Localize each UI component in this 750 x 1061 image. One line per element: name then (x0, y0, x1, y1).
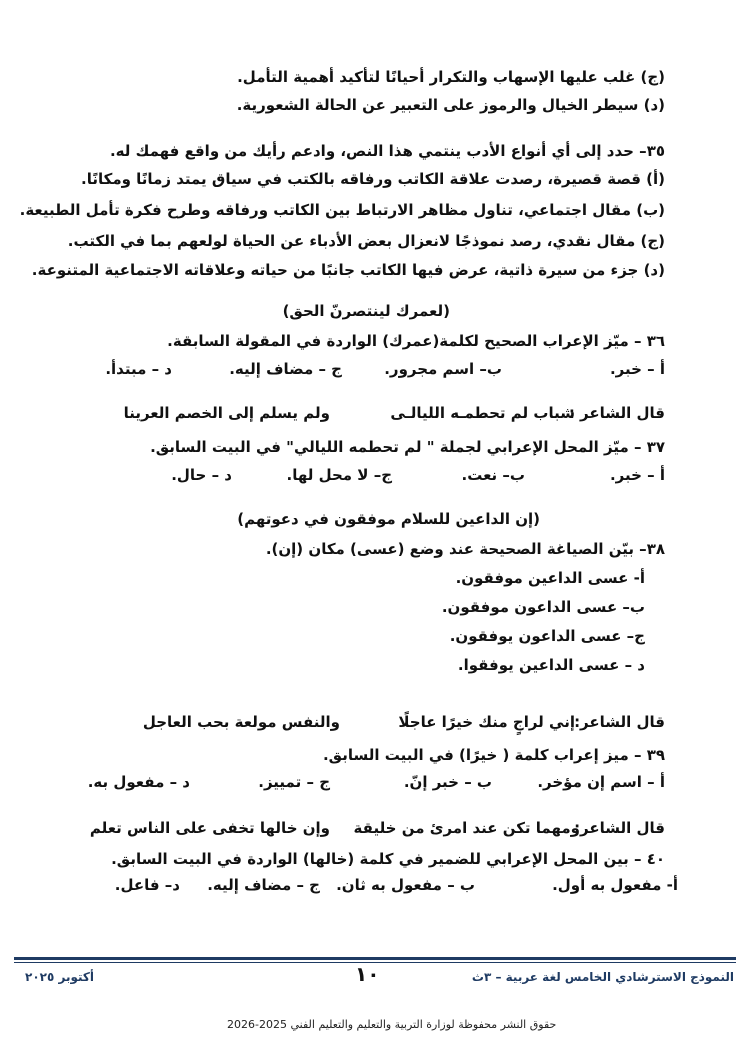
q37-verse (0, 404, 750, 426)
q38-option-a: أ- عسى الداعين موفقون. (455, 569, 645, 587)
footer-model-title: النموذج الاسترشادي الخامس لغة عربية – ٣ث (471, 970, 734, 984)
footer-rule-thick (14, 957, 736, 960)
copyright-notice: حقوق النشر محفوظة لوزارة التربية والتعليم والتعليم الفني 2025-2026 (227, 1018, 557, 1031)
q40-verse-first: ومهما تكن عند امرئ من خليقة (353, 819, 580, 837)
q39-poet-label: قال الشاعر: (574, 713, 665, 731)
q38-option-c: ج– عسى الداعون يوفقون. (449, 627, 645, 645)
q35-option-a: (أ) قصة قصيرة، رصدت علاقة الكاتب ورفاقه بالكتب في سياق يمتد زمانًا ومكانًا. (81, 170, 665, 188)
q38-option-b: ب– عسى الداعون موفقون. (441, 598, 645, 616)
q34-option-d: (د) سيطر الخيال والرموز على التعبير عن الحالة الشعورية. (236, 96, 665, 114)
q36-option-a: أ – خبر. (609, 360, 665, 378)
q36-option-d: د – مبتدأ. (105, 360, 172, 378)
q40-option-d: د– فاعل. (114, 876, 180, 894)
q38-saying: (إن الداعين للسلام موفقون في دعوتهم) (237, 510, 540, 528)
q35-option-c: (ج) مقال نقدي، رصد نموذجًا لانعزال بعض الأدباء عن الحياة لولعهم بما في الكتب. (67, 232, 665, 250)
q37-option-c: ج– لا محل لها. (286, 466, 392, 484)
q39-option-d: د – مفعول به. (87, 773, 190, 791)
q40-poet-label: قال الشاعر: (574, 819, 665, 837)
q37-option-a: أ – خبر. (609, 466, 665, 484)
q36-saying: (لعمرك لينتصرنّ الحق) (282, 302, 450, 320)
q39-verse-first: إني لراجٍ منك خيرًا عاجلًا (398, 713, 575, 731)
q36-option-c: ج – مضاف إليه. (229, 360, 342, 378)
q40-stem: ٤٠ – بين المحل الإعرابي للضمير في كلمة (خالها) الواردة في البيت السابق. (111, 850, 665, 868)
q37-poet-label: قال الشاعر : (568, 404, 665, 422)
q40-verse (0, 819, 750, 841)
q37-verse-second: ولم يسلم إلى الخصم العرينا (123, 404, 330, 422)
q38-stem: ٣٨– بيّن الصياغة الصحيحة عند وضع (عسى) مكان (إن). (265, 540, 665, 558)
q37-verse-first: شباب لم تحطمـه الليالـى (390, 404, 575, 422)
q40-option-c: ج – مضاف إليه. (207, 876, 320, 894)
q39-option-c: ج – تمييز. (258, 773, 330, 791)
q37-option-d: د – حال. (171, 466, 232, 484)
footer-date: أكتوبر ٢٠٢٥ (25, 970, 94, 984)
q37-options (0, 466, 750, 488)
q40-options (0, 876, 750, 898)
q37-option-b: ب– نعت. (461, 466, 525, 484)
q39-options (0, 773, 750, 795)
q39-verse-second: والنفس مولعة بحب العاجل (142, 713, 340, 731)
q40-verse-second: وإن خالها تخفى على الناس تعلم (89, 819, 330, 837)
q39-verse (0, 713, 750, 735)
q34-option-c: (ج) غلب عليها الإسهاب والتكرار أحيانًا لتأكيد أهمية التأمل. (237, 68, 665, 86)
q39-option-b: ب – خبر إنّ. (403, 773, 492, 791)
q35-option-d: (د) جزء من سيرة ذاتية، عرض فيها الكاتب جانبًا من حياته وعلاقاته الاجتماعية المتنوعة. (31, 261, 665, 279)
q40-option-b: ب – مفعول به ثان. (336, 876, 475, 894)
q35-stem: ٣٥– حدد إلى أي أنواع الأدب ينتمي هذا النص، وادعم رأيك من واقع فهمك له. (109, 142, 665, 160)
q35-option-b: (ب) مقال اجتماعي، تناول مظاهر الارتباط بين الكاتب ورفاقه وطرح فكرة تأمل الطبيعة. (19, 201, 665, 219)
q36-option-b: ب– اسم مجرور. (384, 360, 502, 378)
q40-option-a: أ- مفعول به أول. (552, 876, 678, 894)
page-number: ١٠ (355, 962, 380, 986)
q38-option-d: د – عسى الداعين يوفقوا. (457, 656, 645, 674)
q39-option-a: أ – اسم إن مؤخر. (537, 773, 665, 791)
q37-stem: ٣٧ – ميّز المحل الإعرابي لجملة " لم تحطمه الليالي" في البيت السابق. (150, 438, 665, 456)
q36-options (0, 360, 750, 382)
q36-stem: ٣٦ – ميّز الإعراب الصحيح لكلمة(عمرك) الواردة في المقولة السابقة. (167, 332, 665, 350)
q39-stem: ٣٩ – ميز إعراب كلمة ( خيرًا) في البيت السابق. (322, 746, 665, 764)
